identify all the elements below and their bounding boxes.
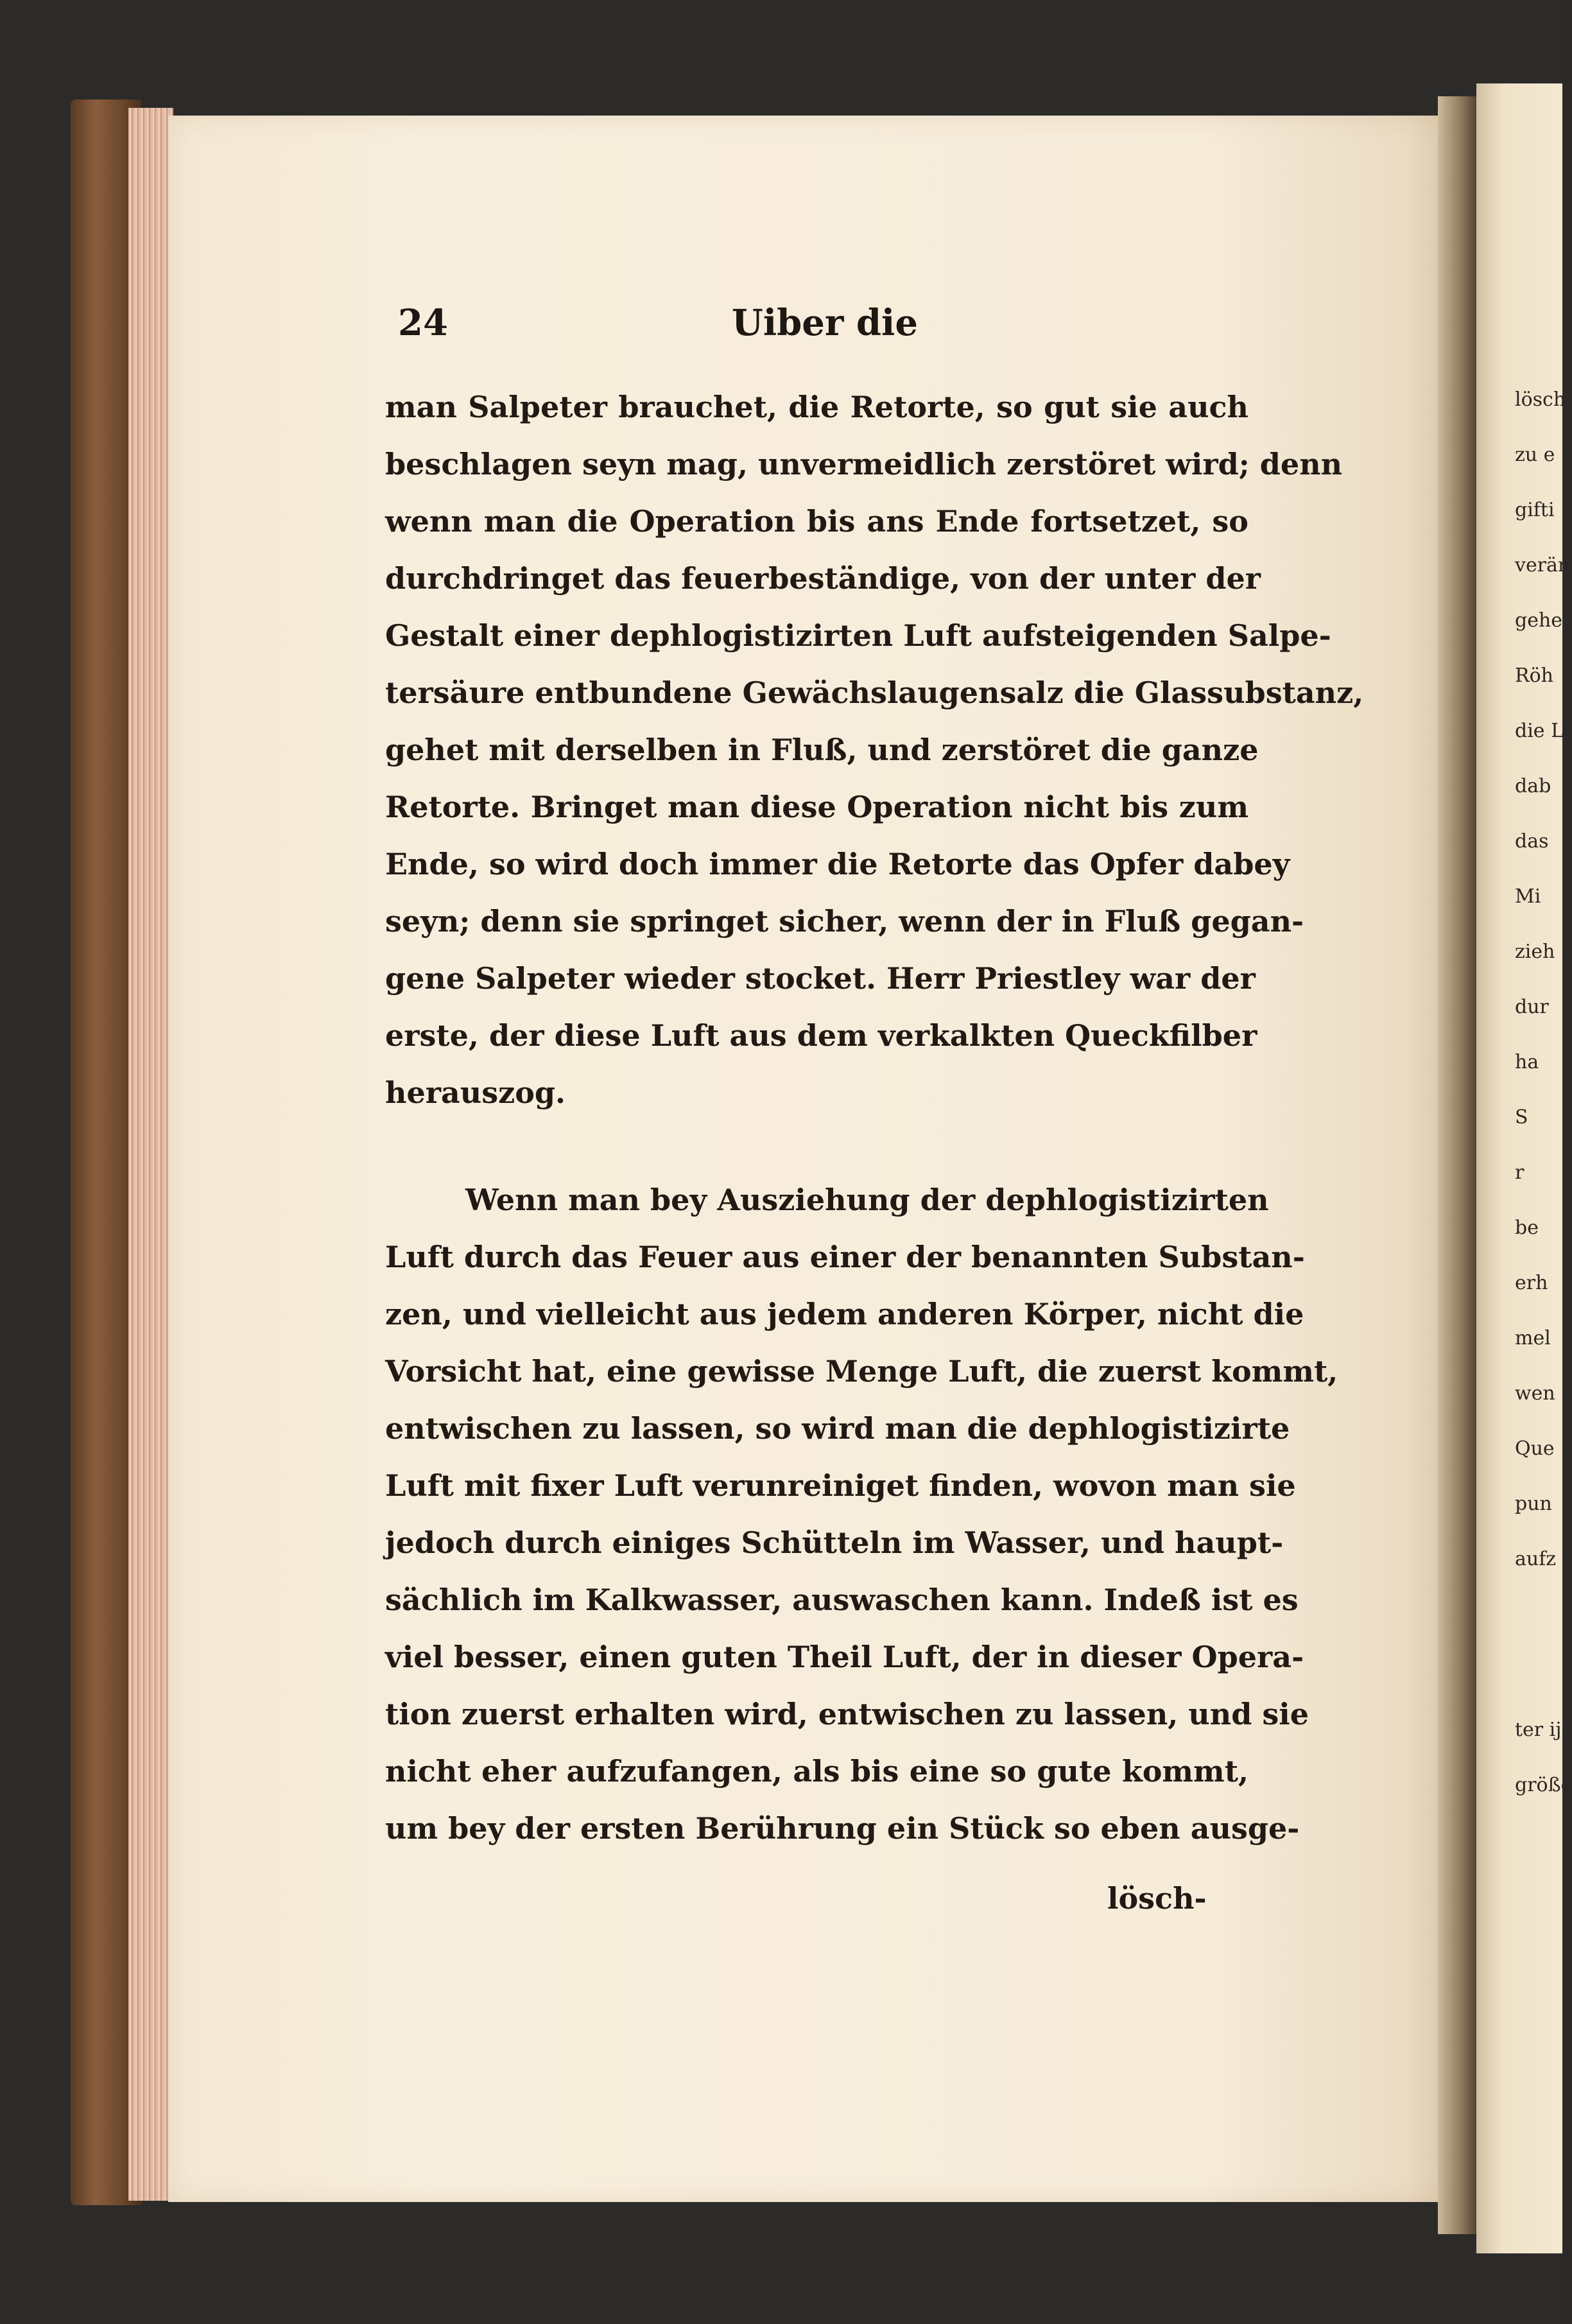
facing-fragment: S: [1515, 1106, 1528, 1129]
facing-fragment: dab: [1515, 775, 1551, 797]
page-header: [398, 302, 1258, 353]
facing-fragment: zu e: [1515, 444, 1555, 466]
catchword: lösch-: [1107, 1881, 1207, 1916]
paragraph-1: [385, 379, 1364, 1122]
facing-fragment: zieh: [1515, 941, 1555, 963]
facing-fragment: Mi: [1515, 885, 1541, 908]
facing-page-text: [1515, 372, 1572, 1813]
text-line: gehet mit derselben in Fluß, und zerstöret die ganze: [385, 733, 1259, 767]
facing-fragment: r: [1515, 1161, 1524, 1184]
text-line: Luft durch das Feuer aus einer der benannten Substan-: [385, 1240, 1305, 1274]
text-line: herauszog.: [385, 1075, 566, 1110]
text-line: durchdringet das feuerbeständige, von der unter der: [385, 561, 1261, 596]
facing-fragment: be: [1515, 1217, 1539, 1239]
text-line: nicht eher aufzufangen, als bis eine so gute kommt,: [385, 1754, 1248, 1789]
text-line: wenn man die Operation bis ans Ende fortsetzet, so: [385, 504, 1248, 539]
text-line: sächlich im Kalkwasser, auswaschen kann. Indeß ist es: [385, 1583, 1299, 1617]
text-line: tion zuerst erhalten wird, entwischen zu lassen, und sie: [385, 1697, 1309, 1731]
text-line: jedoch durch einiges Schütteln im Wasser, und haupt-: [385, 1525, 1284, 1560]
text-line: erste, der diese Luft aus dem verkalkten Queckfilber: [385, 1018, 1257, 1053]
facing-fragment: größe: [1515, 1774, 1572, 1796]
facing-fragment: lösch: [1515, 388, 1566, 411]
page-number: 24: [398, 302, 448, 344]
text-line: Ende, so wird doch immer die Retorte das Opfer dabey: [385, 847, 1290, 881]
facing-fragment: wen: [1515, 1382, 1555, 1405]
text-line: tersäure entbundene Gewächslaugensalz die Glassubstanz,: [385, 675, 1364, 710]
facing-fragment: verän: [1515, 554, 1571, 577]
text-line: viel besser, einen guten Theil Luft, der in dieser Opera-: [385, 1640, 1304, 1674]
text-line: Luft mit fixer Luft verunreiniget finden, wovon man sie: [385, 1468, 1296, 1503]
text-line: seyn; denn sie springet sicher, wenn der in Fluß gegan-: [385, 904, 1304, 939]
page-edges: [128, 108, 173, 2201]
paragraph-2: [385, 1172, 1338, 1857]
facing-fragment: die L: [1515, 720, 1564, 742]
text-line: entwischen zu lassen, so wird man die dephlogistizirte: [385, 1411, 1290, 1446]
facing-fragment: Röh: [1515, 664, 1553, 687]
facing-fragment: pun: [1515, 1493, 1552, 1515]
running-title: Uiber die: [732, 302, 918, 344]
text-line: Gestalt einer dephlogistizirten Luft aufsteigenden Salpe-: [385, 618, 1331, 653]
facing-fragment: mel: [1515, 1327, 1551, 1349]
facing-fragment: Que: [1515, 1437, 1555, 1460]
facing-fragment: erh: [1515, 1272, 1548, 1294]
body-text: [385, 379, 1364, 1857]
text-line: gene Salpeter wieder stocket. Herr Priestley war der: [385, 961, 1256, 996]
text-line: Wenn man bey Ausziehung der dephlogistizirten: [465, 1183, 1269, 1217]
facing-fragment: ha: [1515, 1051, 1539, 1073]
text-line: Vorsicht hat, eine gewisse Menge Luft, die zuerst kommt,: [385, 1354, 1338, 1389]
text-line: um bey der ersten Berührung ein Stück so eben ausge-: [385, 1811, 1300, 1846]
text-line: beschlagen seyn mag, unvermeidlich zerstöret wird; denn: [385, 447, 1343, 481]
facing-fragment: aufz: [1515, 1548, 1557, 1570]
text-line: Retorte. Bringet man diese Operation nicht bis zum: [385, 790, 1248, 824]
facing-fragment: gehe: [1515, 609, 1563, 632]
facing-fragment: gifti: [1515, 499, 1555, 521]
facing-fragment: das: [1515, 830, 1549, 853]
facing-fragment: dur: [1515, 996, 1549, 1018]
text-line: zen, und vielleicht aus jedem anderen Körper, nicht die: [385, 1297, 1304, 1331]
facing-fragment: ter ij: [1515, 1719, 1562, 1741]
text-line: man Salpeter brauchet, die Retorte, so gut sie auch: [385, 390, 1248, 424]
